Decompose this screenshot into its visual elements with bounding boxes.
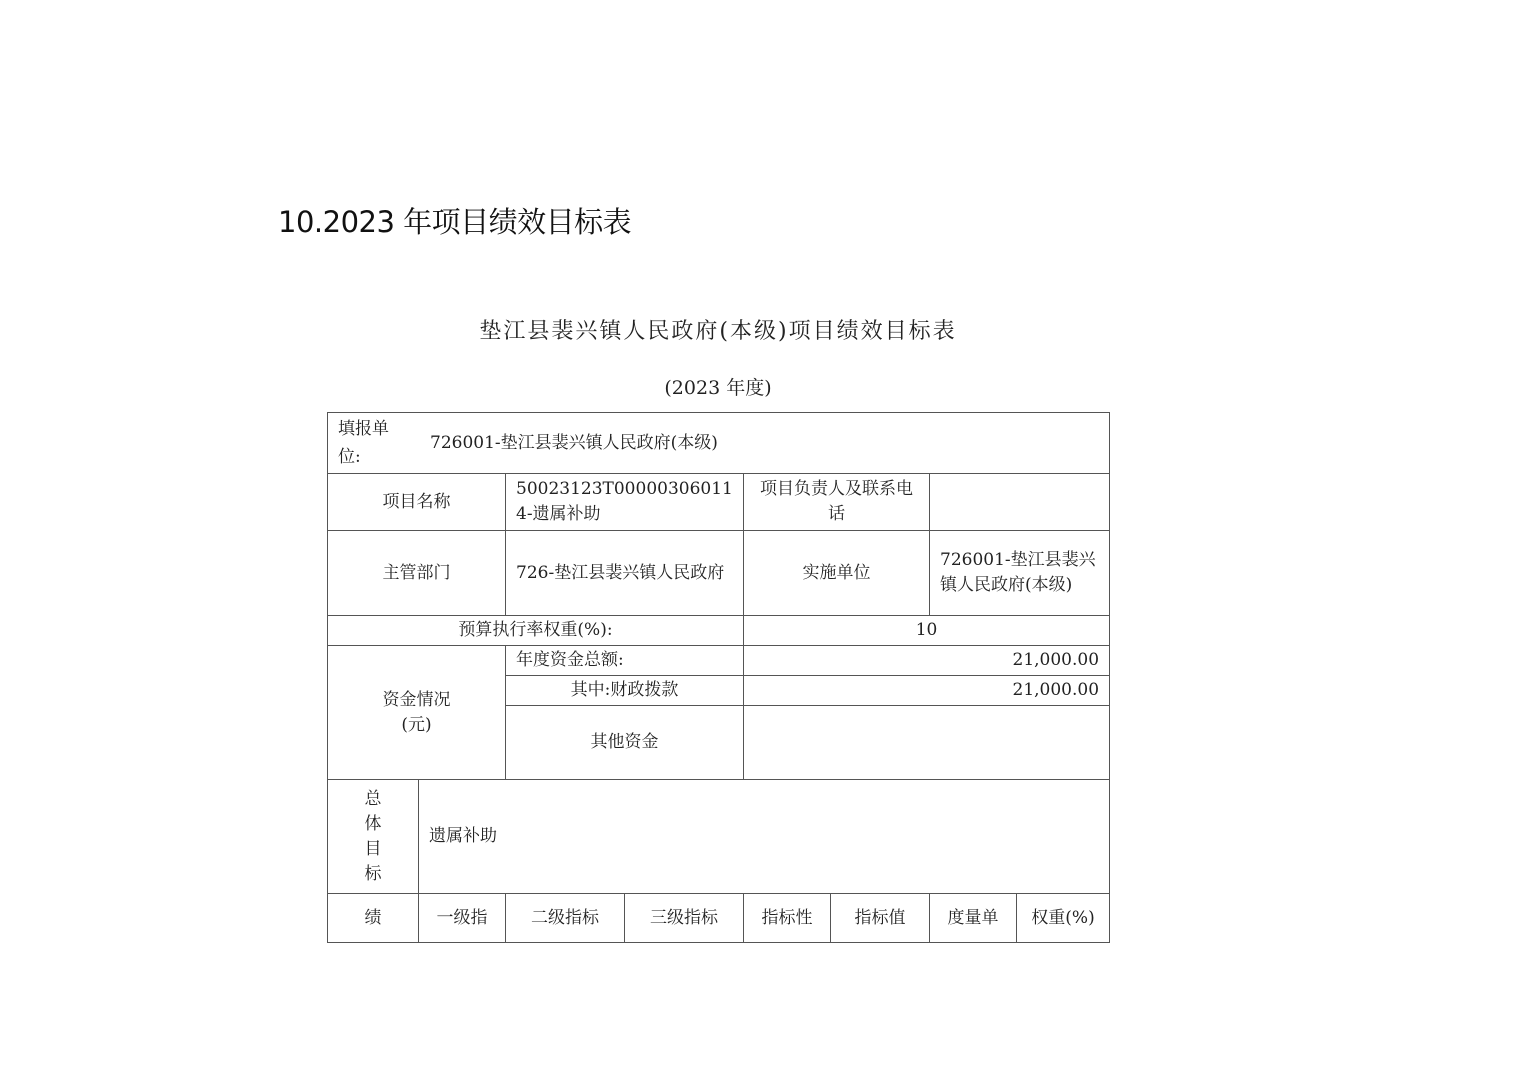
project-lead-label: 项目负责人及联系电话 [744,474,930,531]
funds-unit: (元) [401,714,432,735]
annual-total-row [328,646,1110,676]
budget-weight-label: 预算执行率权重(%): [328,616,744,646]
other-funds-label: 其他资金 [506,706,744,780]
performance-target-table [327,412,1110,943]
overall-goal-char: 总 [364,788,382,809]
overall-goal-char: 标 [364,863,382,884]
project-name-value: 50023123T000003060114-遗属补助 [506,474,744,531]
section-title: 10.2023 年项目绩效目标表 [278,205,632,239]
document-year: (2023 年度) [664,377,772,399]
department-row [328,531,1110,616]
funds-label-cell [328,646,506,780]
overall-goal-value: 遗属补助 [419,780,1110,894]
overall-goal-label [328,780,419,894]
header-performance: 绩 [328,894,419,943]
project-name-row [328,474,1110,531]
fiscal-value: 21,000.00 [744,676,1110,706]
other-funds-value [744,706,1110,780]
document-title: 垫江县裴兴镇人民政府(本级)项目绩效目标表 [479,319,957,344]
reporting-unit-row [328,413,1110,474]
reporting-unit-value: 726001-垫江县裴兴镇人民政府(本级) [430,432,718,453]
annual-total-value: 21,000.00 [744,646,1110,676]
fiscal-label: 其中:财政拨款 [506,676,744,706]
overall-goal-char: 目 [364,838,382,859]
impl-unit-label: 实施单位 [744,531,930,616]
funds-label: 资金情况 [382,689,451,710]
header-weight: 权重(%) [1017,894,1110,943]
header-measure-unit: 度量单 [930,894,1017,943]
dept-label: 主管部门 [328,531,506,616]
impl-unit-value: 726001-垫江县裴兴镇人民政府(本级) [930,531,1110,616]
header-level2-indicator: 二级指标 [506,894,625,943]
budget-weight-row [328,616,1110,646]
budget-weight-value: 10 [744,616,1110,646]
header-level1-indicator: 一级指 [419,894,506,943]
reporting-unit-label: 填报单位: [338,419,389,467]
project-lead-value [930,474,1110,531]
header-level3-indicator: 三级指标 [625,894,744,943]
overall-goal-row [328,780,1110,894]
indicator-header-row [328,894,1110,943]
project-name-label: 项目名称 [328,474,506,531]
dept-value: 726-垫江县裴兴镇人民政府 [506,531,744,616]
annual-total-label: 年度资金总额: [506,646,744,676]
reporting-unit-cell [328,413,1110,474]
overall-goal-char: 体 [364,813,382,834]
header-indicator-nature: 指标性 [744,894,831,943]
header-indicator-value: 指标值 [831,894,930,943]
